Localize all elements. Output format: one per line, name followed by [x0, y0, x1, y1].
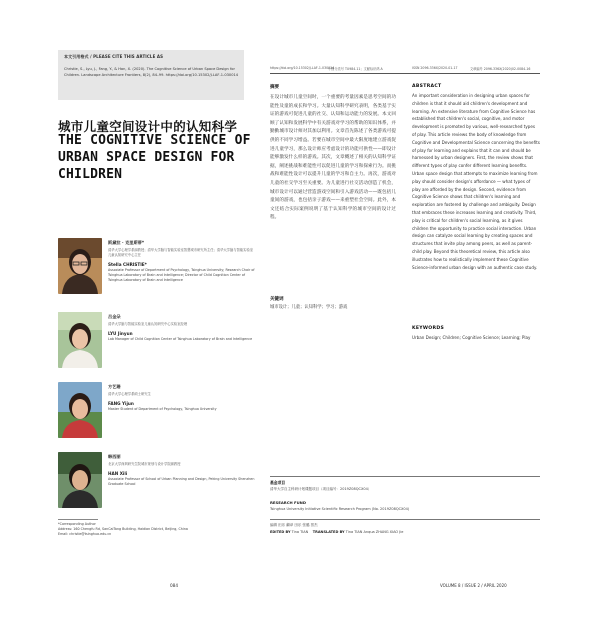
- issue-info: VOLUME 8 / ISSUE 2 / APRIL 2020: [440, 583, 507, 588]
- corresponding-address: Address: 160 Chengfu Rd, SanCaiTang Building, Haidian District, Beijing, China: [58, 527, 188, 531]
- author-en-name: HAN Xili: [108, 471, 128, 476]
- author-cn-affiliation: 清华大学心理学系副教授；清华大学脑与智能实验室智慧城市研究所主任；清华大学脑与智能实验室儿童认知研究中心主任: [108, 248, 254, 257]
- title-english: THE COGNITIVE SCIENCE OF URBAN SPACE DESIGN FOR CHILDREN: [58, 133, 251, 182]
- author-en-name: LYU Jinyun: [108, 331, 133, 336]
- author-block: [58, 382, 258, 448]
- author-block: [58, 312, 258, 378]
- author-en-affiliation: Associate Professor of School of Urban Planning and Design, Peking University Shenzhen Graduate School: [108, 477, 255, 486]
- funding-en-heading: RESEARCH FUND: [270, 500, 306, 505]
- header-page-info: 文章编号 2096-336X(2020)02-0084-16: [470, 67, 531, 71]
- editors-cn: 编辑 田乐 翻译 田乐 张璐 蔡杰: [270, 523, 318, 527]
- author-cn-name: 斯黛拉 · 克里斯蒂*: [108, 240, 145, 245]
- author-cn-name: 方艺珊: [108, 384, 121, 389]
- author-en-affiliation: Associate Professor of Department of Psychology, Tsinghua University; Research Chair of Tsinghua Laboratory of Brain and Intelligence; Director of Child Cognition Center of Tsinghua Laboratory of Brain and Intelligence: [108, 268, 255, 282]
- abstract-en-heading: ABSTRACT: [412, 84, 442, 89]
- author-cn-name: 吕金朵: [108, 314, 121, 319]
- funding-divider: [270, 476, 540, 477]
- abstract-cn-text: 在设计城市儿童空间时，一个重要的考量因素是思考空间的功能性及童的成长和学习。大量认知科学研究表明，各类基于实证的游戏可促进儿童的社交、认知和运动能力的发展。本文回顾了认知和发展科学中有关游戏对学习的帮助的知识体系，并勤勤城市设计师对其加以利用。文章首先陈述了各类游戏可提供的不同学习增益。若要在城市空间中最大限度地建立游戏促进儿童学习，那么设计师应考虑设计的功能可供性——即设计能够激发什么样的游戏。其次，文章概述了相关的认知科学证据，阐述挑战和难能性可以促进儿童的学习和探索行为。而挑战和难能性设计可以提升儿童的学习和自主力。再次，游戏对儿童的社交学习至关重要。为儿童进行社交活动创造了机会，城市设计可以通过营造游戏空间和引入游戏活动——既包括儿童间的游戏，也包括亲子游戏——来重塑社会空间。此外，本文还结合实际案例说明了基于认知科学的城市空间的设计过程。: [270, 95, 396, 221]
- page-number: 084: [170, 583, 178, 588]
- funding-en-text: Tsinghua University Initiative Scientific Research Program (No. 2019Z08QCX04): [270, 507, 410, 511]
- author-cn-affiliation: 北京大学深圳研究生院城市规划与设计学院副教授: [108, 462, 181, 466]
- corresponding-label: *Corresponding Author: [58, 522, 96, 526]
- header-divider: [270, 73, 540, 74]
- edited-by-names: Tina TIAN: [291, 530, 309, 534]
- author-photo: [58, 238, 102, 294]
- keywords-en-heading: KEYWORDS: [412, 326, 445, 331]
- translated-by-names: Tina TIAN Anqua ZHANG XIAO Jie: [345, 530, 404, 534]
- author-photo: [58, 452, 102, 508]
- author-cn-affiliation: 清华大学心理学系硕士研究生: [108, 392, 151, 396]
- author-block: [58, 452, 258, 518]
- edited-by-label: EDITED BY: [270, 530, 291, 534]
- author-photo: [58, 312, 102, 368]
- funding-cn-heading: 基金项目: [270, 480, 286, 485]
- abstract-cn-heading: 摘要: [270, 85, 279, 90]
- author-en-affiliation: Lab Manager of Child Cognition Center of Tsinghua Laboratory of Brain and Intelligence: [108, 337, 253, 341]
- editors-divider: [270, 519, 540, 520]
- abstract-en-text: An important consideration in designing urban spaces for children is that it should aid children's development and learning. An extensive literature from Cognitive Science has established that children's social, cognitive, and motor development is promoted by various, well-researched types of play. This article reviews the body of knowledge from Cognitive and Developmental Science concerning the benefits of play for learning and explains that it can and should be harnessed by urban designers. First, the review shows that different types of play confer different learning benefits. Urban space design that attempts to maximize learning from play should consider design's affordance — what types of play are afforded by the design. Second, evidence from Cognitive Science shows that children's learning and exploration are fostered by challenge and ambiguity. Design that embraces these increases learning and creativity. Third, play is critical for children's social learning, as it gives children the opportunity to practice social interaction. Urban design can catalyze social learning by creating spaces and structures that invite play among peers, as well as parent-child play. Beyond this theoretical review, this article also illustrates how to realistically implement these Cognitive Science-informed urban design with an authentic case study.: [412, 93, 540, 270]
- author-photo: [58, 382, 102, 438]
- title-chinese: 城市儿童空间设计中的认知科学: [58, 119, 238, 134]
- author-block: [58, 238, 258, 304]
- funding-cn-text: 清华大学自主科研计划课题项目（项目编号：2019Z08QCX04）: [270, 487, 372, 491]
- corresponding-author: [58, 522, 258, 537]
- citation-heading: 本文引用格式 / PLEASE CITE THIS ARTICLE AS: [64, 54, 164, 59]
- keywords-cn-text: 城市设计；儿童；认知科学；学习；游戏: [270, 305, 348, 310]
- editors-en: [270, 530, 403, 534]
- citation-text: Christie, S., Lyu, J., Fang, Y., & Han, X. (2020). The Cognitive Science of Urban Space Design for Children. Landscape Architecture Frontiers, 8(2), 84–99. https://doi.org/10.15302/J-LAF-1-030014: [64, 67, 239, 77]
- header-doi[interactable]: https://doi.org/10.15302/J-LAF-1-030014: [270, 66, 335, 70]
- author-en-name: FANG Yijun: [108, 401, 134, 406]
- author-en-name: Stella CHRISTIE*: [108, 262, 147, 267]
- keywords-en-text: Urban Design; Children; Cognitive Science; Learning; Play: [412, 335, 531, 340]
- author-cn-affiliation: 清华大学脑与智能实验室儿童认知研究中心实验室经理: [108, 322, 188, 326]
- author-en-affiliation: Master Student of Department of Psychology, Tsinghua University: [108, 407, 217, 411]
- translated-by-label: TRANSLATED BY: [312, 530, 345, 534]
- corresponding-email[interactable]: Email: christie@tsinghua.edu.cn: [58, 532, 112, 536]
- author-cn-name: 韩西丽: [108, 454, 121, 459]
- corresponding-divider: [58, 519, 98, 520]
- header-cn-code: 中图分类号 TU984.11；文献标识码 A: [328, 67, 383, 71]
- keywords-cn-heading: 关键词: [270, 297, 284, 302]
- header-issn: ISSN 2096-336X/2020-01-17: [412, 66, 458, 70]
